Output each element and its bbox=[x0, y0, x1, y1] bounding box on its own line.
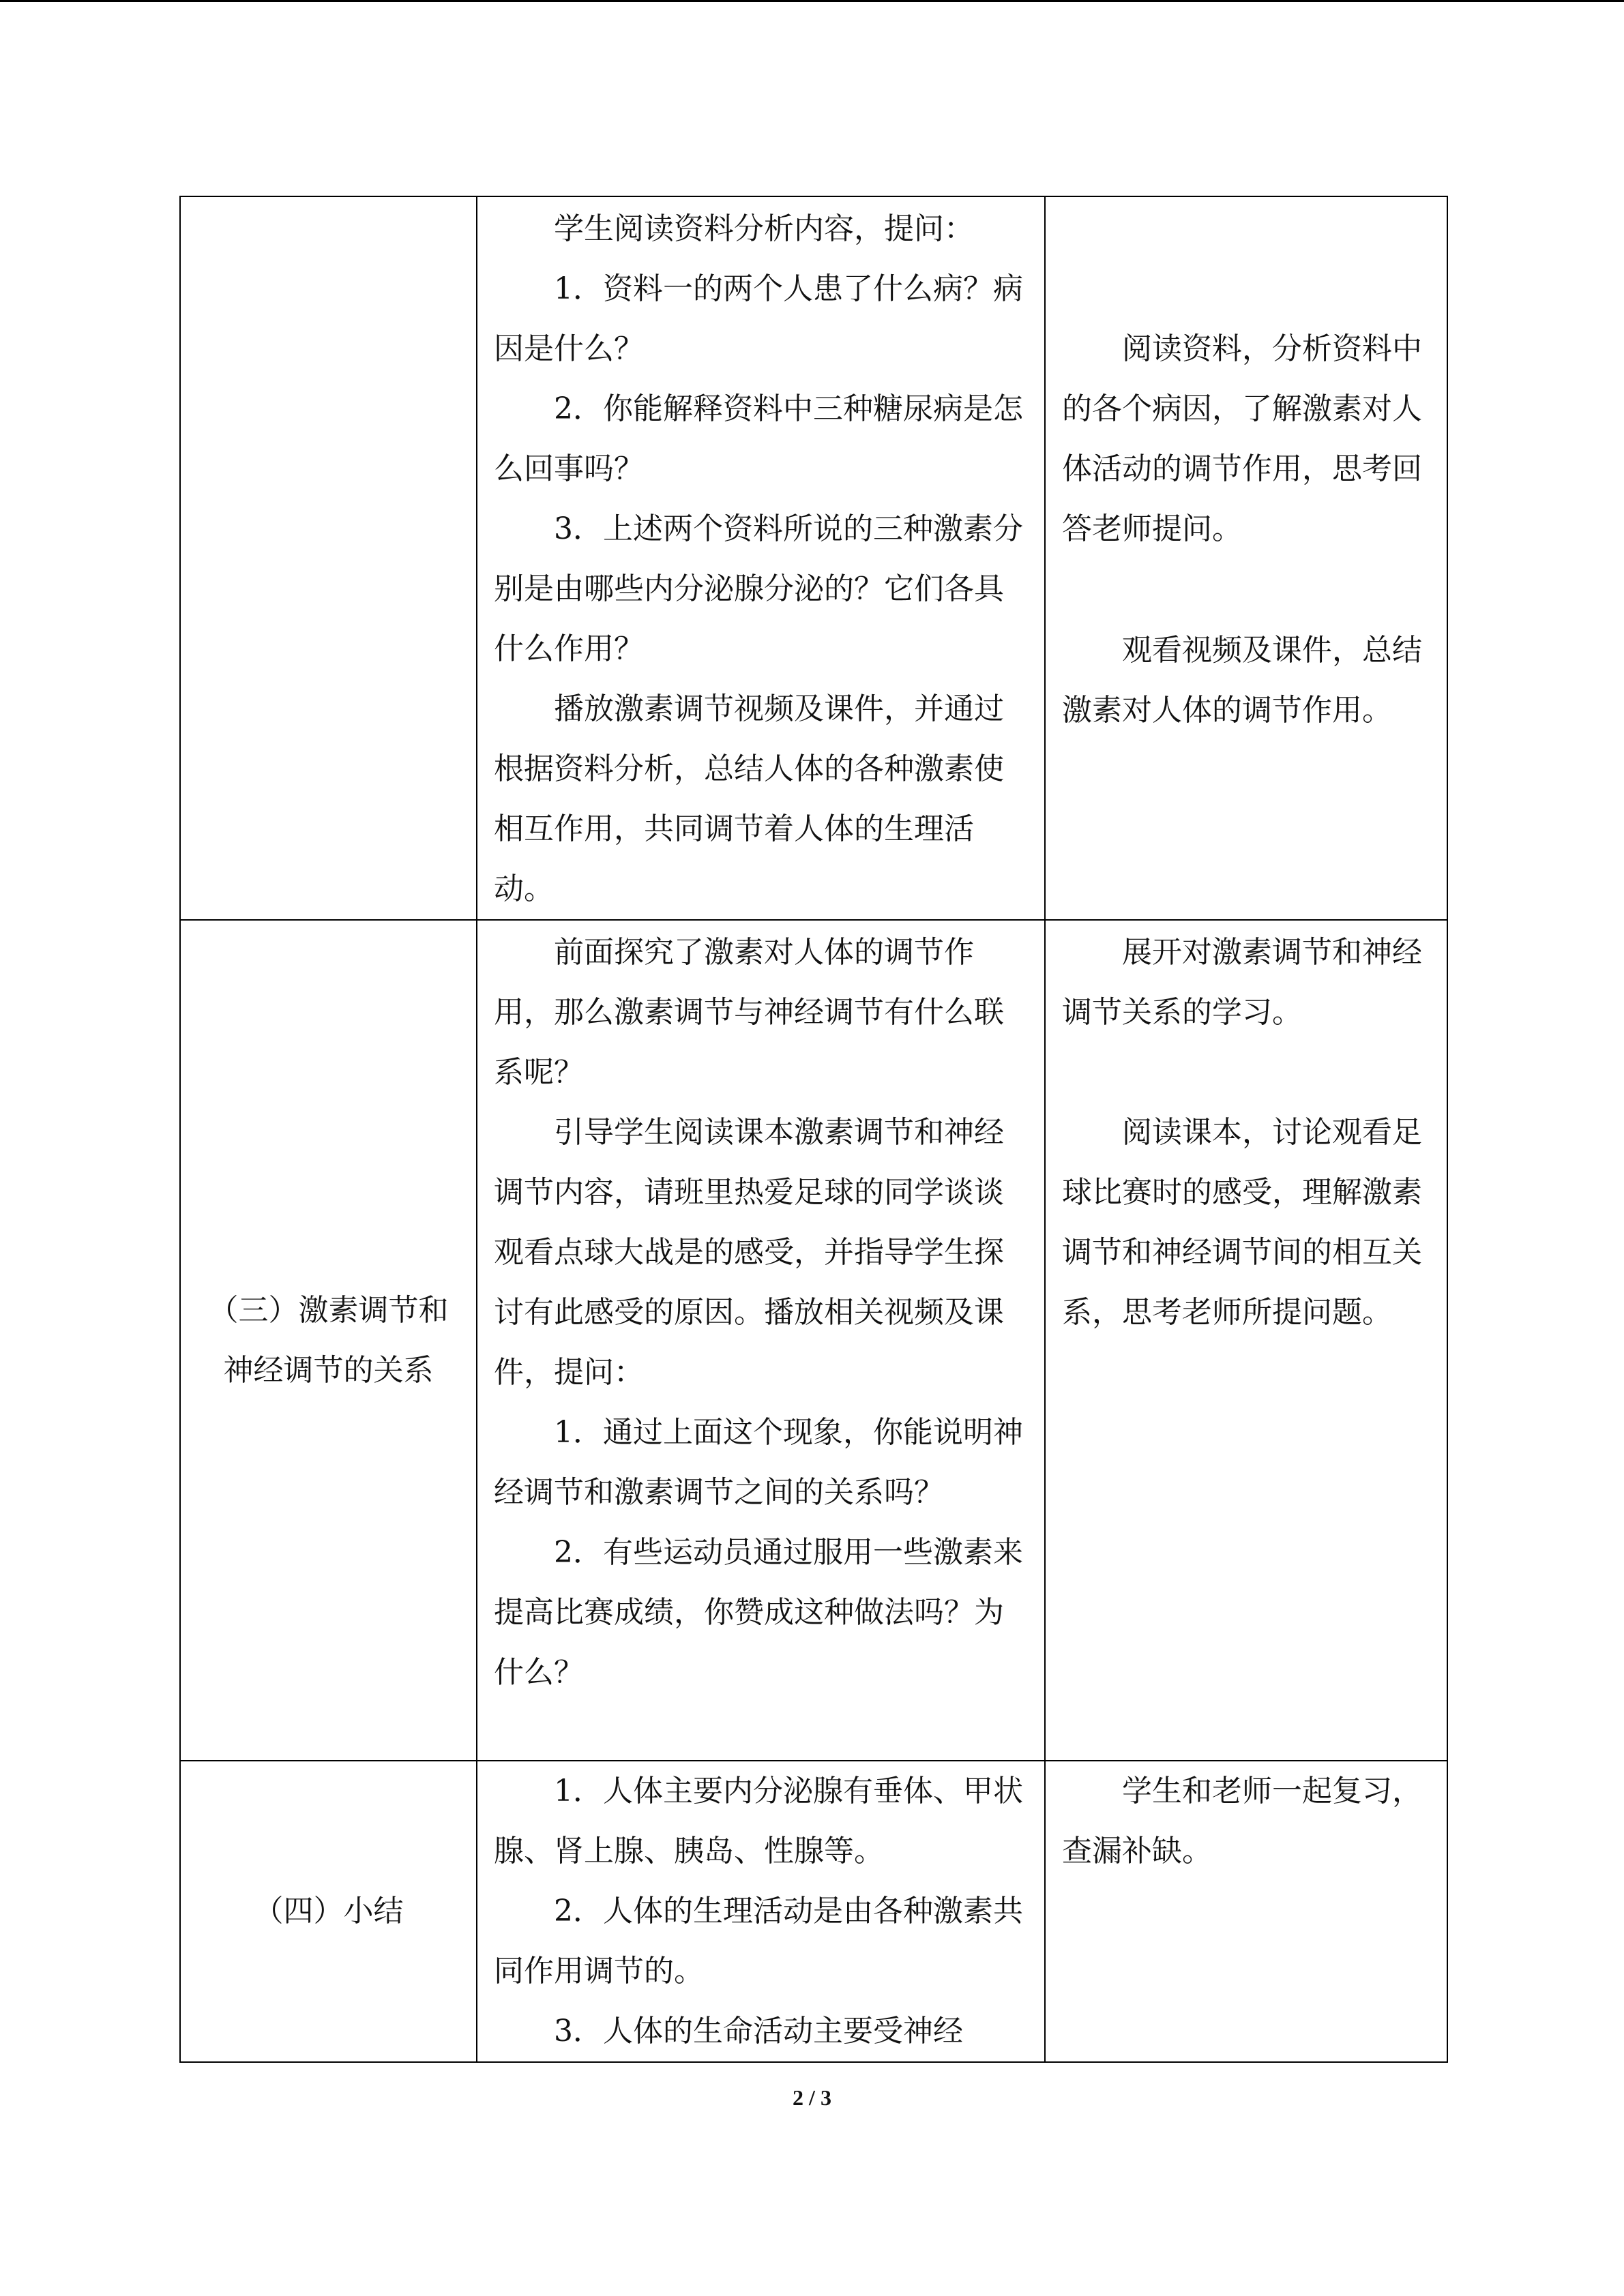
student-activity-cell bbox=[1045, 920, 1447, 1761]
top-border-line bbox=[0, 0, 1624, 2]
page-number: 2 / 3 bbox=[793, 2085, 831, 2110]
stage-cell: （四）小结 bbox=[180, 1761, 477, 2062]
paragraph: 2．你能解释资料中三种糖尿病是怎么回事吗？ bbox=[494, 391, 1023, 486]
paragraph: 学生和老师一起复习，查漏补缺。 bbox=[1062, 1774, 1422, 1868]
student-activity-cell bbox=[1045, 196, 1447, 920]
paragraph: 3．人体的生命活动主要受神经 bbox=[554, 2014, 963, 2048]
paragraph: 3．上述两个资料所说的三种激素分别是由哪些内分泌腺分泌的？它们各具什么作用？ bbox=[494, 511, 1023, 666]
paragraph: 阅读课本，讨论观看足球比赛时的感受，理解激素调节和神经调节间的相互关系，思考老师所提问题。 bbox=[1062, 1115, 1422, 1330]
paragraph: 播放激素调节视频及课件，并通过根据资料分析，总结人体的各种激素使相互作用，共同调节着人体的生理活动。 bbox=[494, 691, 1004, 906]
paragraph: 1．资料一的两个人患了什么病？病因是什么？ bbox=[494, 271, 1023, 366]
student-activity-cell bbox=[1045, 1761, 1447, 2062]
paragraph: 学生阅读资料分析内容，提问： bbox=[554, 211, 974, 246]
teacher-activity-cell bbox=[477, 196, 1045, 920]
paragraph: 观看视频及课件，总结激素对人体的调节作用。 bbox=[1062, 633, 1422, 728]
stage-cell bbox=[180, 196, 477, 920]
teacher-activity-cell bbox=[477, 920, 1045, 1761]
paragraph: 1．人体主要内分泌腺有垂体、甲状腺、肾上腺、胰岛、性腺等。 bbox=[494, 1774, 1023, 1868]
paragraph: 引导学生阅读课本激素调节和神经调节内容，请班里热爱足球的同学谈谈观看点球大战是的感受，并指导学生探讨有此感受的原因。播放相关视频及课件，提问： bbox=[494, 1115, 1004, 1390]
table-row bbox=[180, 1761, 1447, 2062]
paragraph: 2．有些运动员通过服用一些激素来提高比赛成绩，你赞成这种做法吗？为什么？ bbox=[494, 1535, 1023, 1690]
paragraph: 阅读资料，分析资料中的各个病因，了解激素对人体活动的调节作用，思考回答老师提问。 bbox=[1062, 331, 1422, 546]
paragraph: 2．人体的生理活动是由各种激素共同作用调节的。 bbox=[494, 1894, 1023, 1988]
table-row bbox=[180, 920, 1447, 1761]
teacher-activity-cell bbox=[477, 1761, 1045, 2062]
lesson-plan-table bbox=[179, 196, 1448, 2063]
table-row bbox=[180, 196, 1447, 920]
paragraph: 前面探究了激素对人体的调节作用，那么激素调节与神经调节有什么联系呢？ bbox=[494, 935, 1004, 1090]
stage-cell: （三）激素调节和神经调节的关系 bbox=[180, 920, 477, 1761]
paragraph: 展开对激素调节和神经调节关系的学习。 bbox=[1062, 935, 1422, 1030]
paragraph: 1．通过上面这个现象，你能说明神经调节和激素调节之间的关系吗？ bbox=[494, 1415, 1023, 1510]
